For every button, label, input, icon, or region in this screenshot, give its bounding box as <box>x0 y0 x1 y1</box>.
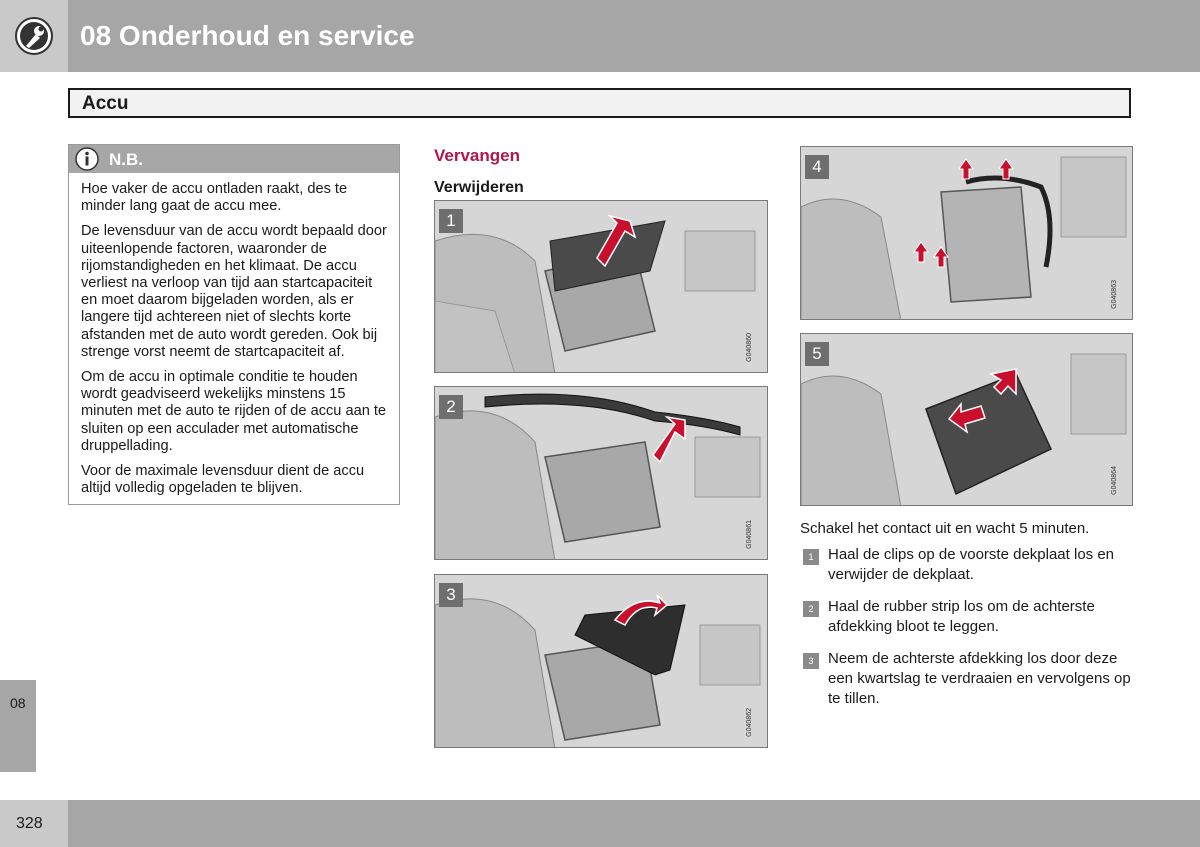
engine-illustration <box>435 387 768 560</box>
note-box <box>68 144 400 505</box>
figure-code: G040862 <box>746 708 753 737</box>
figure-number: 1 <box>439 209 463 233</box>
note-title: N.B. <box>109 150 143 169</box>
figure-5 <box>800 333 1133 506</box>
step-text: Neem de achterste afdekking los door deze een kwartslag te verdraaien en vervolgens op te tillen. <box>828 650 1131 707</box>
step-item <box>800 545 1140 585</box>
figure-number: 3 <box>439 583 463 607</box>
note-paragraph: Hoe vaker de accu ontladen raakt, des te minder lang gaat de accu mee. <box>81 181 348 215</box>
step-number: 2 <box>803 601 819 617</box>
intro-text: Schakel het contact uit en wacht 5 minuten. <box>800 520 1090 537</box>
step-list <box>800 545 1140 721</box>
note-header <box>69 145 399 173</box>
note-paragraph: Voor de maximale levensduur dient de accu altijd volledig opgeladen te blijven. <box>81 463 365 497</box>
subheading-vervangen: Vervangen <box>434 146 520 165</box>
figure-number: 2 <box>439 395 463 419</box>
info-icon <box>75 147 99 171</box>
chapter-title: 08 Onderhoud en service <box>80 20 415 51</box>
figure-code: G040864 <box>1111 466 1118 495</box>
header-tab <box>0 0 68 72</box>
figure-code: G040863 <box>1111 280 1118 309</box>
step-text: Haal de clips op de voorste dekplaat los en verwijder de dekplaat. <box>828 546 1115 583</box>
engine-illustration <box>801 334 1133 506</box>
side-tab-label: 08 <box>10 695 26 711</box>
wrench-icon <box>14 16 54 56</box>
subheading-verwijderen: Verwijderen <box>434 179 524 196</box>
note-body <box>81 181 391 505</box>
step-text: Haal de rubber strip los om de achterste afdekking bloot te leggen. <box>828 598 1095 635</box>
figure-2 <box>434 386 768 560</box>
figure-code: G040861 <box>746 520 753 549</box>
section-title: Accu <box>82 93 129 114</box>
note-paragraph: De levensduur van de accu wordt bepaald door uiteenlopende factoren, waaronder de rijomstandigheden en het klimaat. De accu verliest na verloop van tijd aan startcapaciteit en moet daarom bijgeladen worden, als er langere tijd achtereen niet of slechts korte afstanden met de auto wordt gereden. Ook bij strenge vorst neemt de startcapaciteit af. <box>81 223 387 360</box>
engine-illustration <box>435 201 768 373</box>
figure-4 <box>800 146 1133 320</box>
footer-bar <box>68 800 1200 847</box>
section-heading-box <box>68 88 1131 118</box>
figure-1 <box>434 200 768 373</box>
step-item <box>800 597 1140 637</box>
engine-illustration <box>801 147 1133 320</box>
chapter-side-tab <box>0 680 36 772</box>
page-number: 328 <box>16 815 43 832</box>
note-paragraph: Om de accu in optimale conditie te houden wordt geadviseerd wekelijks minstens 15 minuten met de auto te rijden of de accu aan te sluiten op een acculader met automatische druppellading. <box>81 369 387 454</box>
figure-number: 4 <box>805 155 829 179</box>
figure-3 <box>434 574 768 748</box>
engine-illustration <box>435 575 768 748</box>
figure-code: G040860 <box>746 333 753 362</box>
step-item <box>800 649 1140 709</box>
figure-number: 5 <box>805 342 829 366</box>
step-number: 1 <box>803 549 819 565</box>
step-number: 3 <box>803 653 819 669</box>
